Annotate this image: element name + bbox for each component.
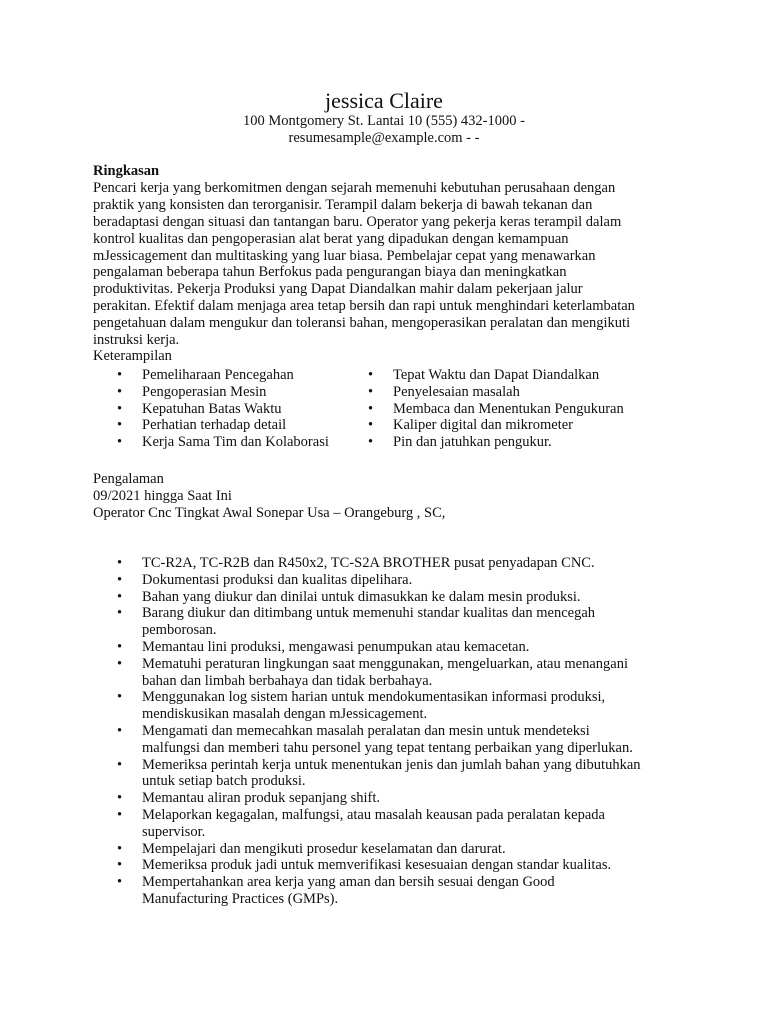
- summary-line: Pencari kerja yang berkomitmen dengan sejarah memenuhi kebutuhan perusahaan dengan: [93, 180, 616, 196]
- duty-item: • Memeriksa produk jadi untuk memverifikasi kesesuaian dengan standar kualitas.: [117, 857, 641, 874]
- duty-item: • Melaporkan kegagalan, malfungsi, atau masalah keausan pada peralatan kepada supervisor.: [117, 807, 641, 841]
- skill-item: • Kepatuhan Batas Waktu: [117, 401, 329, 418]
- skill-item: • Kerja Sama Tim dan Kolaborasi: [117, 434, 329, 451]
- summary-line: beradaptasi dengan situasi dan tantangan baru. Operator yang pekerja keras terampil dalam: [93, 213, 622, 230]
- duty-item: • Dokumentasi produksi dan kualitas dipelihara.: [117, 572, 641, 589]
- skills-heading: Keterampilan: [93, 348, 172, 364]
- duty-item: • Memeriksa perintah kerja untuk menentukan jenis dan jumlah bahan yang dibutuhkan untuk setiap batch produksi.: [117, 757, 641, 791]
- duty-item: • Barang diukur dan ditimbang untuk memenuhi standar kualitas dan mencegah pemborosan.: [117, 605, 641, 639]
- duty-item: • Mematuhi peraturan lingkungan saat menggunakan, mengeluarkan, atau menangani bahan dan limbah berbahaya dan tidak berbahaya.: [117, 656, 641, 690]
- skill-item: • Tepat Waktu dan Dapat Diandalkan: [368, 367, 624, 384]
- duties-list: [117, 555, 641, 908]
- summary-line: produktivitas. Pekerja Produksi yang Dapat Diandalkan mahir dalam pekerjaan jalur: [93, 281, 583, 298]
- skill-item: • Pin dan jatuhkan pengukur.: [368, 434, 624, 451]
- duty-item: • Bahan yang diukur dan dinilai untuk dimasukkan ke dalam mesin produksi.: [117, 589, 641, 606]
- experience-heading: Pengalaman: [93, 471, 164, 487]
- duty-item: • TC-R2A, TC-R2B dan R450x2, TC-S2A BROTHER pusat penyadapan CNC.: [117, 555, 641, 572]
- duty-item: • Memantau aliran produk sepanjang shift.: [117, 790, 641, 807]
- skill-item: • Penyelesaian masalah: [368, 384, 624, 401]
- duty-item: • Menggunakan log sistem harian untuk mendokumentasikan informasi produksi, mendiskusikan masalah dengan mJessicagement.: [117, 689, 641, 723]
- duty-item: • Memantau lini produksi, mengawasi penumpukan atau kemacetan.: [117, 639, 641, 656]
- summary-heading: Ringkasan: [93, 163, 160, 179]
- summary-line: pengetahuan dalam mengukur dan toleransi bahan, mengoperasikan peralatan dan mengikuti: [93, 315, 631, 332]
- skill-item: • Perhatian terhadap detail: [117, 417, 329, 434]
- summary-text: [93, 180, 683, 349]
- skill-item: • Kaliper digital dan mikrometer: [368, 417, 624, 434]
- experience-header: [93, 471, 445, 523]
- summary-line: pengalaman beberapa tahun Berfokus pada pengurangan biaya dan meningkatkan: [93, 264, 567, 281]
- experience-position: Operator Cnc Tingkat Awal Sonepar Usa – Orangeburg , SC,: [93, 505, 446, 522]
- skills-list-right: [368, 367, 624, 451]
- experience-dates: 09/2021 hingga Saat Ini: [93, 488, 232, 505]
- skill-item: • Pemeliharaan Pencegahan: [117, 367, 329, 384]
- skill-item: • Pengoperasian Mesin: [117, 384, 329, 401]
- duty-item: • Mempelajari dan mengikuti prosedur keselamatan dan darurat.: [117, 841, 641, 858]
- candidate-name: jessica Claire: [325, 88, 443, 113]
- summary-line: kontrol kualitas dan pengoperasian alat berat yang dipadukan dengan kemampuan: [93, 230, 569, 247]
- summary-line: instruksi kerja.: [93, 332, 180, 349]
- contact-line-address: 100 Montgomery St. Lantai 10 (555) 432-1000 -: [243, 113, 525, 129]
- skills-list-left: [117, 367, 329, 451]
- skill-item: • Membaca dan Menentukan Pengukuran: [368, 401, 624, 418]
- summary-line: praktik yang konsisten dan terorganisir. Terampil dalam bekerja di bawah tekanan dan: [93, 196, 593, 213]
- duty-item: • Mengamati dan memecahkan masalah peralatan dan mesin untuk mendeteksi malfungsi dan memberi tahu personel yang tepat tentang perbaikan yang diperlukan.: [117, 723, 641, 757]
- summary-line: mJessicagement dan multitasking yang luar biasa. Pembelajar cepat yang menawarkan: [93, 247, 596, 264]
- contact-line-email: resumesample@example.com - -: [288, 130, 480, 146]
- summary-line: perakitan. Efektif dalam menjaga area tetap bersih dan rapi untuk menghindari keterlambatan: [93, 298, 635, 315]
- duty-item: • Mempertahankan area kerja yang aman dan bersih sesuai dengan Good Manufacturing Practices (GMPs).: [117, 874, 641, 908]
- contact-info: [0, 113, 768, 147]
